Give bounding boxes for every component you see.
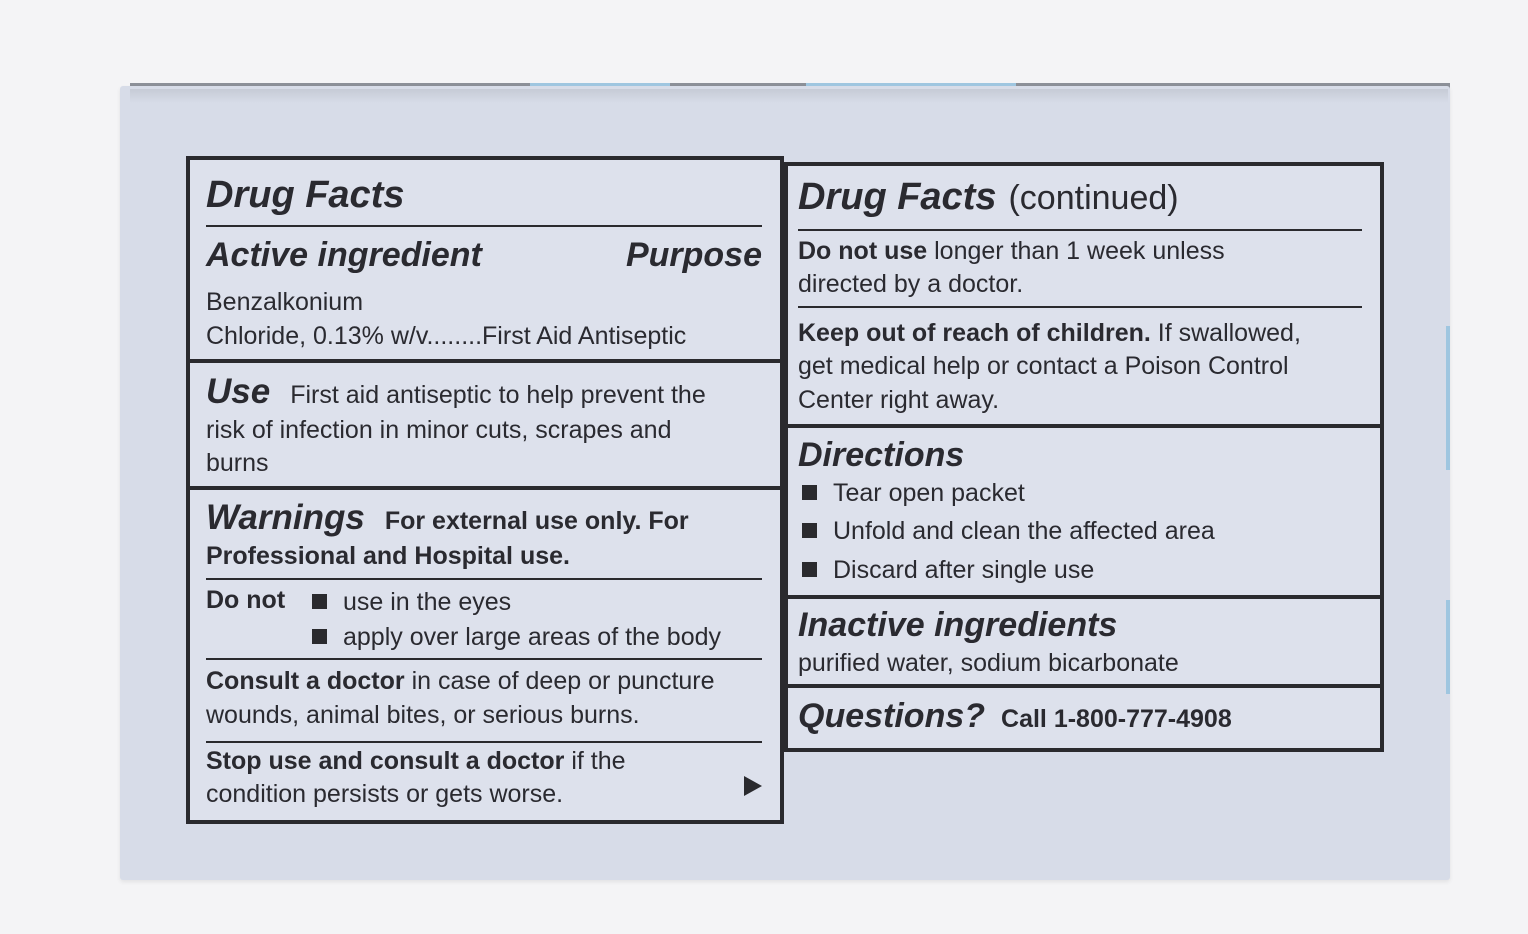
keep-line-2: get medical help or contact a Poison Control [798,352,1289,380]
bullet-square-icon [802,523,817,538]
questions-line [798,699,1232,733]
bullet-square-icon [802,485,817,500]
questions-text: Call 1-800-777-4908 [1001,705,1232,733]
divider-use [190,359,780,363]
consult-bold: Consult a doctor [206,667,405,695]
right-title: Drug Facts [798,176,997,218]
bullet-square-icon [312,594,327,609]
divider-questions [788,684,1380,688]
stop-rule [206,741,762,743]
stop-line-1 [206,749,626,774]
bullet-square-icon [312,629,327,644]
blue-strip-top-left [530,83,670,86]
use-line-1 [206,374,706,409]
directions-heading: Directions [798,436,965,474]
use-line-2: risk of infection in minor cuts, scrapes and [206,416,672,444]
directions-text-2: Unfold and clean the affected area [833,517,1215,545]
divider-inactive [788,595,1380,599]
left-title: Drug Facts [206,174,405,216]
directions-text-1: Tear open packet [833,479,1025,507]
consult-text-1: in case of deep or puncture [411,667,715,695]
keep-line-3: Center right away. [798,386,1000,414]
inactive-heading: Inactive ingredients [798,606,1118,644]
keep-line-1 [798,321,1301,346]
directions-text-3: Discard after single use [833,556,1095,584]
stop-bold: Stop use and consult a doctor [206,747,565,775]
divider-warnings [190,486,780,490]
stop-text-1: if the [571,747,626,775]
donotuse-bold: Do not use [798,237,928,265]
directions-item-3 [802,558,1094,583]
purpose-heading: Purpose [625,236,762,274]
keep-rule [798,306,1362,308]
ingredient-line-2: Chloride, 0.13% w/v........First Aid Antiseptic [206,322,687,350]
directions-item-1 [802,481,1025,506]
divider-directions [788,424,1380,428]
do-not-item-2 [312,625,721,650]
inactive-text: purified water, sodium bicarbonate [798,649,1179,677]
do-not-text-1: use in the eyes [343,588,512,616]
ingredient-line-1: Benzalkonium [206,288,364,316]
stop-line-2: condition persists or gets worse. [206,780,564,808]
drug-facts-panel-right [784,162,1384,752]
active-ingredient-heading: Active ingredient [206,236,482,274]
do-not-text-2: apply over large areas of the body [343,623,722,651]
right-title-line [798,178,1179,216]
consult-line-2: wounds, animal bites, or serious burns. [206,701,640,729]
warnings-text-1: For external use only. For [384,507,689,535]
directions-item-2 [802,519,1215,544]
right-title-rule [798,229,1362,231]
consult-line-1 [206,669,715,694]
left-title-rule [206,225,762,227]
warnings-heading: Warnings [206,498,365,537]
blue-strip-top-right [806,83,1016,86]
keep-text-1: If swallowed, [1157,319,1301,347]
keep-bold: Keep out of reach of children. [798,319,1151,347]
do-not-item-1 [312,590,511,615]
do-not-label: Do not [206,586,286,614]
use-text-1: First aid antiseptic to help prevent the [290,381,706,409]
right-title-suffix: (continued) [1008,179,1179,217]
continue-arrow-icon [744,776,762,796]
bullet-square-icon [802,562,817,577]
questions-heading: Questions? [798,697,986,735]
blue-tab-upper [1446,326,1450,470]
blue-tab-lower [1446,600,1450,694]
donotuse-line-1 [798,239,1225,264]
donotuse-text-1: longer than 1 week unless [934,237,1225,265]
drug-facts-panel-left [186,156,784,824]
use-line-3: burns [206,449,269,477]
warnings-text-2: Professional and Hospital use. [206,542,570,570]
consult-rule [206,658,762,660]
use-heading: Use [206,372,271,411]
warnings-rule [206,578,762,580]
donotuse-line-2: directed by a doctor. [798,270,1024,298]
warnings-line-1 [206,500,689,535]
box-top-flap [130,89,1448,103]
